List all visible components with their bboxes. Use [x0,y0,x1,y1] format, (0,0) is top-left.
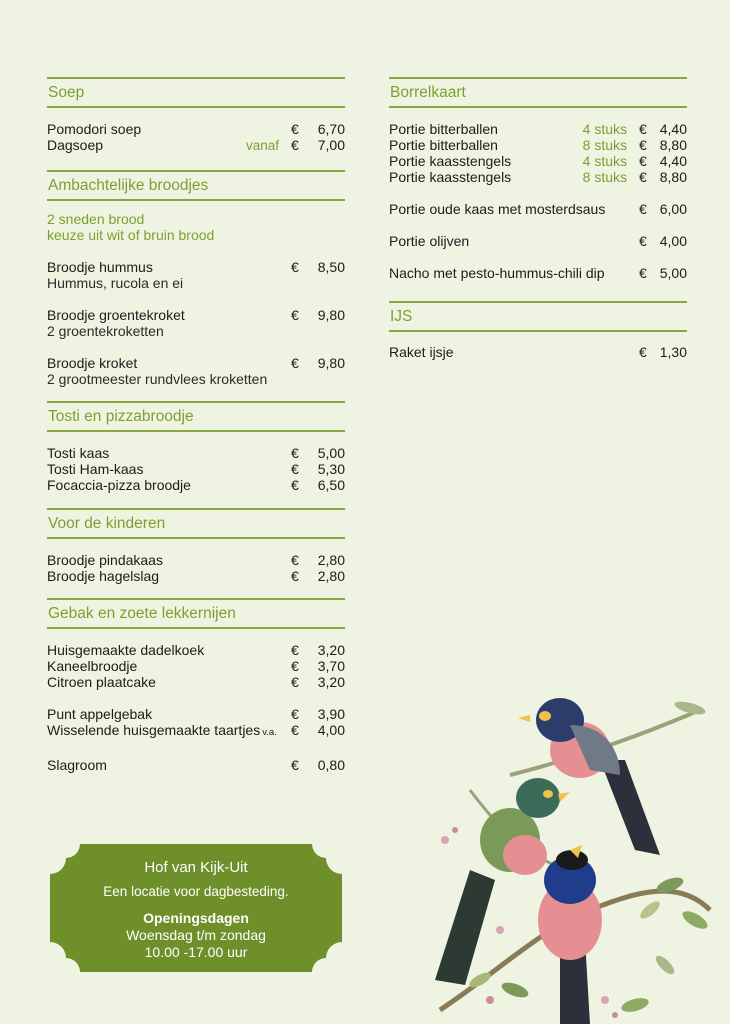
menu-item [389,233,687,249]
item-currency: € [639,169,647,185]
item-price: 1,30 [659,344,687,360]
item-name: Portie bitterballen [389,121,498,137]
menu-item [47,137,345,154]
item-name: Broodje groentekroket [47,307,185,323]
item-quantity: 8 stuks [582,137,627,153]
item-name: Pomodori soep [47,121,142,137]
section-broodjes [47,170,345,387]
item-currency: € [291,461,299,477]
item-quantity: 8 stuks [582,169,627,185]
item-price: 5,00 [317,445,345,461]
section-title-soep: Soep [47,77,345,108]
item-price: 6,00 [659,201,687,217]
item-currency: € [291,757,299,773]
item-currency: € [291,355,299,371]
item-price: 8,80 [659,137,687,153]
item-name: Broodje pindakaas [47,552,163,568]
item-description: Hummus, rucola en ei [47,275,184,291]
item-currency: € [291,674,299,690]
item-currency: € [639,344,647,360]
menu-item [47,706,345,722]
item-currency: € [291,552,299,568]
item-currency: € [291,658,299,674]
info-box-text [50,844,342,972]
info-days: Woensdag t/m zondag [126,927,266,943]
section-title-kinderen: Voor de kinderen [47,508,345,539]
item-price: 7,00 [317,137,345,153]
item-currency: € [291,445,299,461]
item-currency: € [291,259,299,275]
item-currency: € [291,307,299,323]
menu-item [47,355,345,371]
section-title-borrelkaart: Borrelkaart [389,77,687,108]
menu-item [389,265,687,281]
item-name: Portie bitterballen [389,137,498,153]
info-hours: 10.00 -17.00 uur [144,944,248,960]
item-currency: € [291,121,299,137]
item-price: 3,70 [317,658,345,674]
item-name: Citroen plaatcake [47,674,156,690]
menu-item [389,201,687,217]
bird-top [518,698,660,855]
menu-item [47,445,345,461]
item-name: Portie olijven [389,233,470,249]
broodjes-intro-line-1: 2 sneden brood [47,211,145,227]
menu-item [47,658,345,674]
item-name: Kaneelbroodje [47,658,138,674]
item-currency: € [639,153,647,169]
section-borrelkaart [389,77,687,281]
item-name: Focaccia-pizza broodje [47,477,191,493]
menu-item [47,722,345,741]
section-title-tosti: Tosti en pizzabroodje [47,401,345,432]
item-currency: € [291,568,299,584]
item-name: Slagroom [47,757,107,773]
section-ijs [389,301,687,360]
item-currency: € [639,201,647,217]
section-title-broodjes: Ambachtelijke broodjes [47,170,345,201]
item-quantity: 4 stuks [582,153,627,169]
item-price: 9,80 [317,355,345,371]
item-price: 3,20 [317,642,345,658]
section-tosti [47,401,345,493]
item-currency: € [639,233,647,249]
item-currency: € [639,121,647,137]
menu-left-column [47,77,345,773]
item-currency: € [291,642,299,658]
menu-item [47,642,345,658]
item-price: 6,50 [317,477,345,493]
item-currency: € [291,706,299,722]
menu-item [47,477,345,493]
item-quantity: 4 stuks [582,121,627,137]
item-note: vanaf [245,138,279,153]
menu-item [389,153,687,169]
menu-item [389,169,687,185]
menu-item [47,568,345,584]
item-description: 2 groentekroketten [47,323,164,339]
info-subtitle: Een locatie voor dagbesteding. [103,884,289,899]
section-kinderen [47,508,345,584]
item-name: Broodje hagelslag [47,568,160,584]
item-price: 8,80 [659,169,687,185]
item-price: 0,80 [317,757,345,773]
section-title-ijs: IJS [389,301,687,332]
broodjes-intro-line-2: keuze uit wit of bruin brood [47,227,215,243]
item-currency: € [291,722,299,738]
info-box [50,844,342,972]
item-price: 3,20 [317,674,345,690]
item-price: 3,90 [317,706,345,722]
item-price: 4,00 [659,233,687,249]
menu-item [47,552,345,568]
section-soep [47,77,345,154]
menu-item [389,137,687,153]
item-currency: € [639,265,647,281]
item-price: 9,80 [317,307,345,323]
item-name: Portie kaasstengels [389,169,512,185]
section-title-gebak: Gebak en zoete lekkernijen [47,598,345,629]
item-name: Broodje hummus [47,259,153,275]
item-price: 8,50 [317,259,345,275]
info-title: Hof van Kijk-Uit [144,859,248,876]
item-price: 5,30 [317,461,345,477]
item-name: Portie oude kaas met mosterdsaus [389,201,606,217]
item-name: Portie kaasstengels [389,153,512,169]
item-name: Huisgemaakte dadelkoek [47,642,205,658]
item-name: Tosti Ham-kaas [47,461,144,477]
menu-item [47,121,345,137]
bird-bottom [538,845,602,1024]
item-name: Tosti kaas [47,445,110,461]
menu-item [47,259,345,275]
item-price: 2,80 [317,568,345,584]
menu-item [389,121,687,137]
item-name: Broodje kroket [47,355,138,371]
item-name: Dagsoep [47,137,104,153]
item-name: Nacho met pesto-hummus-chili dip [389,265,605,281]
section-gebak [47,598,345,773]
item-price: 4,00 [317,722,345,738]
item-price: 2,80 [317,552,345,568]
item-name: Raket ijsje [389,344,454,360]
item-currency: € [639,137,647,153]
info-heading: Openingsdagen [143,910,249,926]
menu-right-column [389,77,687,360]
item-note: v.a. [262,727,277,738]
trogon-birds-illustration [420,680,720,1024]
menu-item [47,307,345,323]
item-price: 5,00 [659,265,687,281]
item-description: 2 grootmeester rundvlees kroketten [47,371,268,387]
menu-item [389,344,687,360]
item-name: Punt appelgebak [47,706,153,722]
item-name: Wisselende huisgemaakte taartjes [47,722,261,738]
menu-item [47,674,345,690]
item-price: 4,40 [659,121,687,137]
item-price: 6,70 [317,121,345,137]
item-currency: € [291,477,299,493]
item-currency: € [291,137,299,153]
menu-item [47,461,345,477]
item-price: 4,40 [659,153,687,169]
menu-item [47,757,345,773]
